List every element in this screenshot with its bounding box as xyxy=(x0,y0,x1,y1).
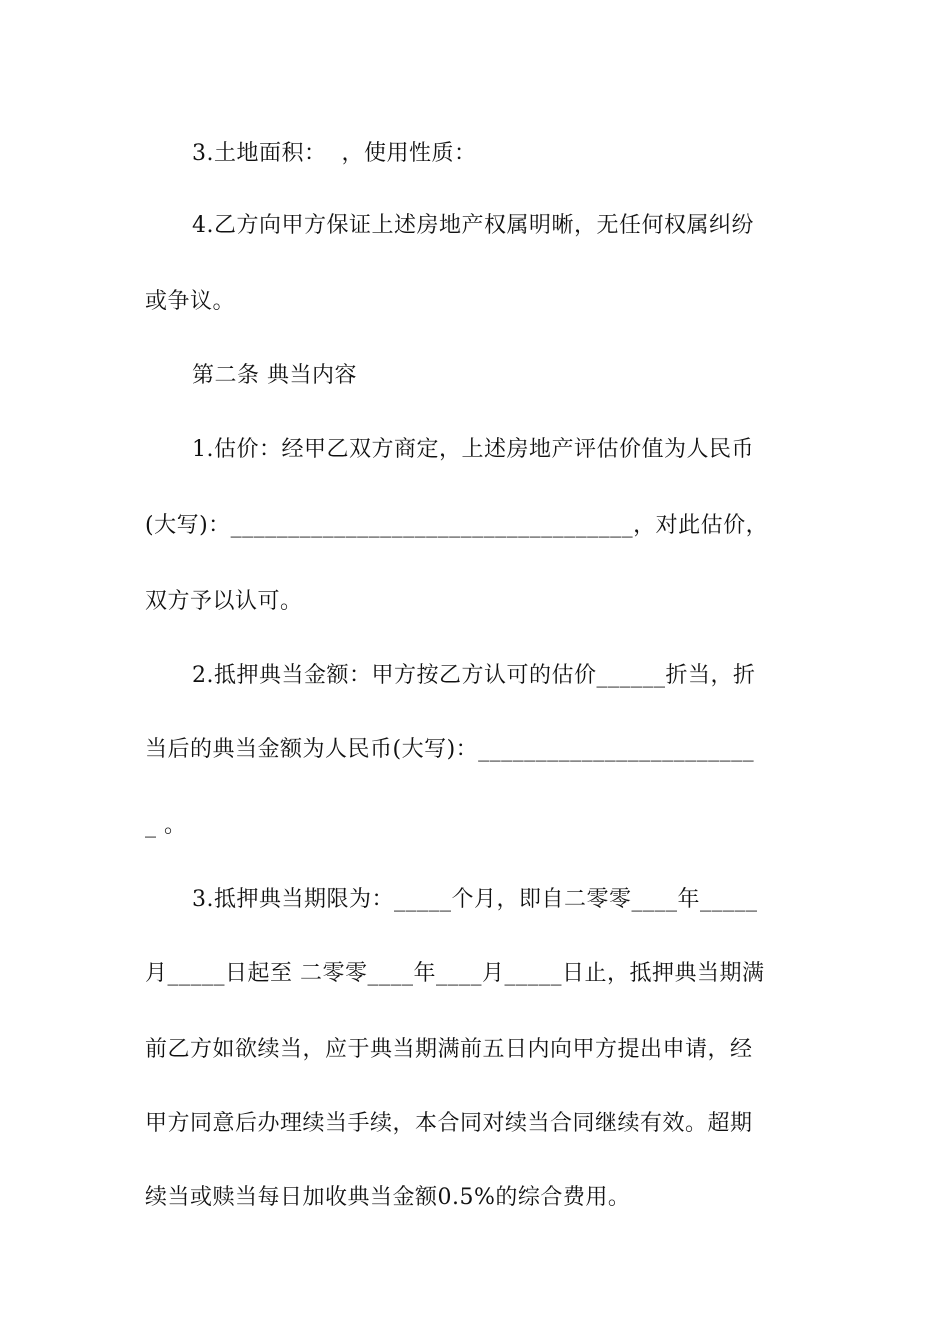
clause-pawn-term-cont-3: 甲方同意后办理续当手续，本合同对续当合同继续有效。超期 xyxy=(145,1111,753,1136)
clause-valuation-end: 双方予以认可。 xyxy=(145,589,303,614)
clause-ownership-guarantee: 4.乙方向甲方保证上述房地产权属明晰，无任何权属纠纷 xyxy=(192,213,754,238)
clause-pawn-amount: 2.抵押典当金额：甲方按乙方认可的估价______折当，折 xyxy=(192,663,756,688)
clause-valuation-cont: (大写)：___________________________________，对此估价， xyxy=(145,513,769,538)
clause-valuation: 1.估价：经甲乙双方商定，上述房地产评估价值为人民币 xyxy=(192,437,754,462)
clause-pawn-term: 3.抵押典当期限为：_____个月，即自二零零____年_____ xyxy=(192,887,758,912)
clause-pawn-term-cont-1: 月_____日起至 二零零____年____月_____日止，抵押典当期满 xyxy=(145,961,765,986)
clause-ownership-guarantee-cont: 或争议。 xyxy=(145,289,236,314)
clause-pawn-amount-end: _ 。 xyxy=(145,813,187,838)
clause-pawn-amount-cont: 当后的典当金额为人民币(大写)：________________________ xyxy=(145,737,755,762)
clause-pawn-term-cont-2: 前乙方如欲续当，应于典当期满前五日内向甲方提出申请，经 xyxy=(145,1037,753,1062)
clause-pawn-term-end: 续当或赎当每日加收典当金额0.5%的综合费用。 xyxy=(145,1185,631,1210)
section-heading-article-two: 第二条 典当内容 xyxy=(192,363,357,388)
clause-land-area: 3.土地面积： ，使用性质： xyxy=(192,141,477,166)
